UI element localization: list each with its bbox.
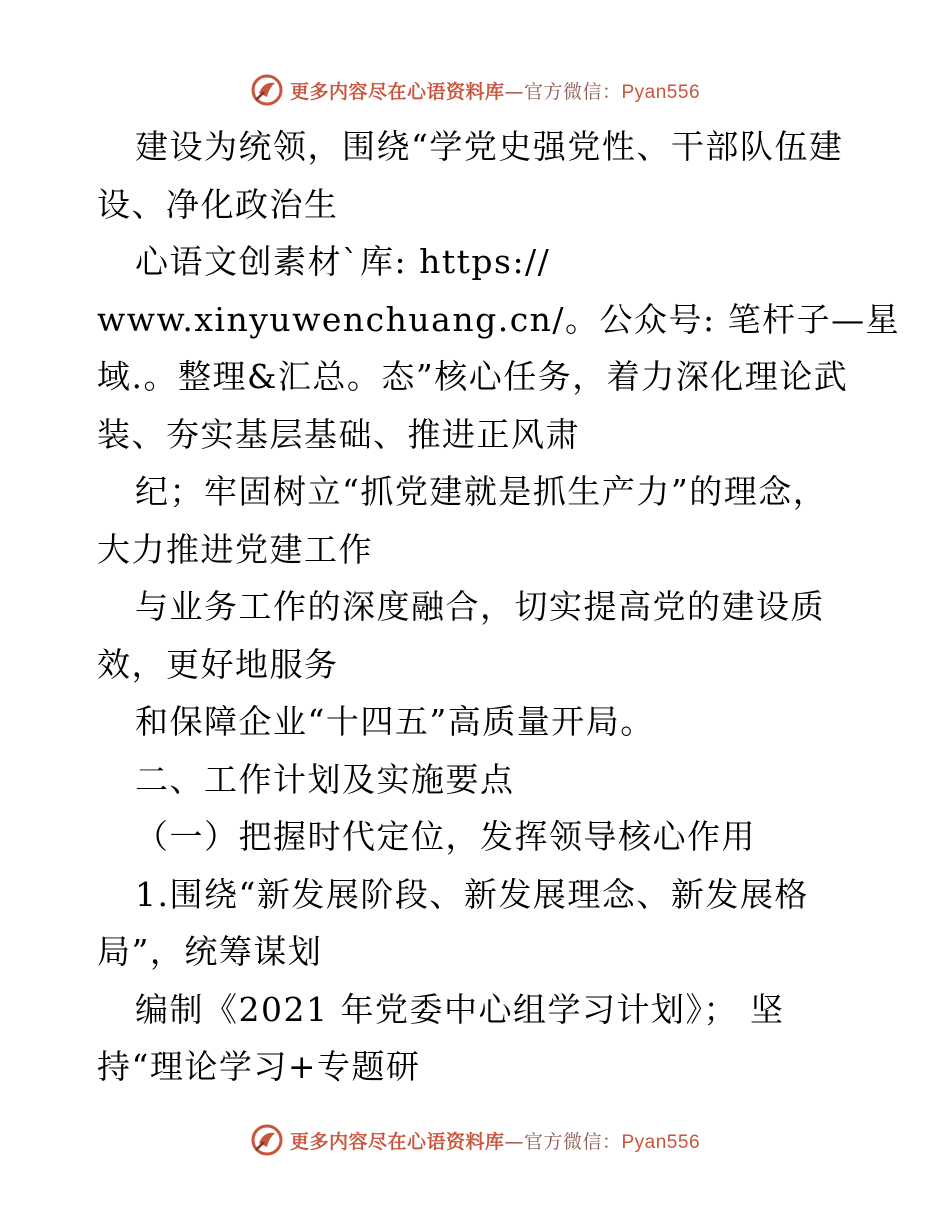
header-wechat-id: Pyan556 <box>621 81 701 103</box>
paragraph-line: 效，更好地服务 <box>97 644 339 684</box>
header-separator: — <box>504 80 524 103</box>
footer-wechat-label: 官方微信： <box>523 1130 622 1153</box>
header-wechat-label: 官方微信： <box>523 80 622 103</box>
logo-icon <box>250 73 284 107</box>
section-heading: 二、工作计划及实施要点 <box>135 759 515 799</box>
paragraph-line: 局”，统筹谋划 <box>97 932 323 971</box>
paragraph-line: 大力推进党建工作 <box>97 529 373 569</box>
paragraph-line: 设、净化政治生 <box>97 184 339 224</box>
document-body <box>97 118 901 1096</box>
paragraph-line: 域.。整理&汇总。态”核心任务，着力深化理论武 <box>97 357 849 396</box>
header-watermark <box>0 70 950 110</box>
paragraph-line: 心语文创素材`库: https:// <box>135 242 551 281</box>
paragraph-line: 持“理论学习+专题研 <box>97 1047 421 1086</box>
paragraph-line: 编制《2021 年党委中心组学习计划》； 坚 <box>135 989 785 1029</box>
header-site-name: 更多内容尽在心语资料库 <box>289 80 505 103</box>
paragraph-line: 1.围绕“新发展阶段、新发展理念、新发展格 <box>135 874 809 914</box>
paragraph-line: www.xinyuwenchuang.cn/。公众号: 笔杆子—星 <box>97 299 901 339</box>
footer-wechat-id: Pyan556 <box>621 1131 701 1153</box>
paragraph-line: 纪；牢固树立“抓党建就是抓生产力”的理念， <box>135 472 828 511</box>
paragraph-line: 装、夯实基层基础、推进正风肃 <box>97 414 580 454</box>
paragraph-line: 建设为统领，围绕“学党史强党性、干部队伍建 <box>135 127 844 166</box>
footer-site-name: 更多内容尽在心语资料库 <box>289 1130 505 1153</box>
footer-watermark <box>0 1120 950 1160</box>
paragraph-line: 与业务工作的深度融合，切实提高党的建设质 <box>135 587 825 626</box>
paragraph-line: 和保障企业“十四五”高质量开局。 <box>135 702 655 741</box>
subsection-heading: （一）把握时代定位，发挥领导核心作用 <box>135 817 756 856</box>
logo-icon <box>250 1123 284 1157</box>
footer-separator: — <box>504 1130 524 1153</box>
